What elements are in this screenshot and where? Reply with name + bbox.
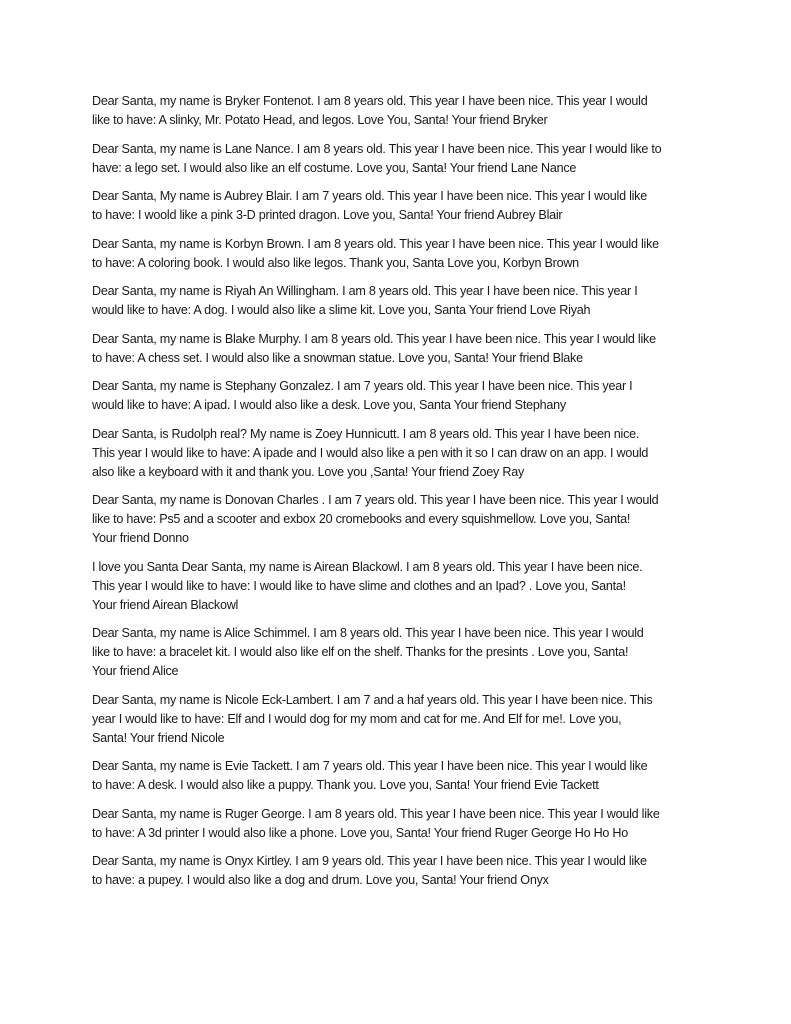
letter-line: would like to have: A dog. I would also like a slime kit. Love you, Santa Your friend Love Riyah	[92, 303, 591, 317]
letter-paragraph	[92, 425, 722, 482]
letter-line: Dear Santa, my name is Riyah An Willingham. I am 8 years old. This year I have been nice. This year I	[92, 284, 638, 298]
letter-paragraph	[92, 187, 722, 225]
letter-line: would like to have: A ipad. I would also like a desk. Love you, Santa Your friend Stephany	[92, 398, 566, 412]
letter-line: I love you Santa Dear Santa, my name is Airean Blackowl. I am 8 years old. This year I have been nice.	[92, 559, 643, 574]
letter-paragraph	[92, 691, 722, 748]
letter-line: This year I would like to have: I would like to have slime and clothes and an Ipad? . Love you, Santa!	[92, 578, 626, 593]
letter-line: Dear Santa, my name is Korbyn Brown. I am 8 years old. This year I have been nice. This year I would like	[92, 236, 659, 251]
letter-paragraph	[92, 330, 722, 368]
letter-line: Dear Santa, my name is Bryker Fontenot. I am 8 years old. This year I have been nice. This year I would	[92, 94, 648, 108]
letter-line: Santa! Your friend Nicole	[92, 730, 225, 745]
letter-paragraph	[92, 491, 722, 548]
letter-line: Your friend Alice	[92, 664, 179, 678]
letter-line: Dear Santa, my name is Alice Schimmel. I am 8 years old. This year I have been nice. This year I would	[92, 626, 644, 640]
letter-line: Dear Santa, my name is Blake Murphy. I am 8 years old. This year I have been nice. This year I would like	[92, 331, 656, 346]
letter-line: Your friend Donno	[92, 531, 189, 545]
letter-line: Dear Santa, my name is Ruger George. I am 8 years old. This year I have been nice. This year I would like	[92, 806, 660, 821]
letter-line: This year I would like to have: A ipade and I would also like a pen with it so I can draw on an app. I would	[92, 445, 649, 460]
letter-paragraph	[92, 852, 722, 890]
letter-line: to have: A chess set. I would also like a snowman statue. Love you, Santa! Your friend Blake	[92, 350, 583, 365]
letter-line: Dear Santa, my name is Onyx Kirtley. I am 9 years old. This year I have been nice. This year I would like	[92, 854, 647, 868]
letter-line: to have: I woold like a pink 3-D printed dragon. Love you, Santa! Your friend Aubrey Blair	[92, 208, 563, 222]
letter-line: Dear Santa, is Rudolph real? My name is Zoey Hunnicutt. I am 8 years old. This year I have been nice.	[92, 426, 640, 441]
letter-line: Dear Santa, my name is Donovan Charles . I am 7 years old. This year I have been nice. This year I would	[92, 493, 659, 507]
letter-paragraph	[92, 377, 722, 415]
letter-line: also like a keyboard with it and thank you. Love you ,Santa! Your friend Zoey Ray	[92, 464, 524, 479]
letter-line: to have: a pupey. I would also like a dog and drum. Love you, Santa! Your friend Onyx	[92, 873, 549, 887]
document-page	[92, 92, 722, 900]
letter-paragraph	[92, 235, 722, 273]
letter-paragraph	[92, 282, 722, 320]
letter-line: like to have: Ps5 and a scooter and exbox 20 cromebooks and every squishmellow. Love you, Santa!	[92, 512, 631, 526]
letter-line: have: a lego set. I would also like an elf costume. Love you, Santa! Your friend Lane Nance	[92, 160, 577, 175]
letter-paragraph	[92, 757, 722, 795]
letter-line: to have: A coloring book. I would also like legos. Thank you, Santa Love you, Korbyn Brown	[92, 255, 579, 270]
letter-line: Dear Santa, my name is Evie Tackett. I am 7 years old. This year I have been nice. This year I would like	[92, 759, 648, 773]
letter-line: Dear Santa, my name is Lane Nance. I am 8 years old. This year I have been nice. This year I would like to	[92, 141, 662, 156]
letter-line: to have: A desk. I would also like a puppy. Thank you. Love you, Santa! Your friend Evie Tackett	[92, 778, 599, 792]
letter-paragraph	[92, 558, 722, 615]
letter-line: year I would like to have: Elf and I would dog for my mom and cat for me. And Elf for me!. Love you,	[92, 711, 622, 726]
letter-paragraph	[92, 92, 722, 130]
letter-paragraph	[92, 805, 722, 843]
letter-line: Your friend Airean Blackowl	[92, 597, 239, 612]
letter-line: like to have: a bracelet kit. I would also like elf on the shelf. Thanks for the presints . Love you, Santa!	[92, 645, 629, 659]
letter-paragraph	[92, 624, 722, 681]
letter-line: Dear Santa, my name is Nicole Eck-Lambert. I am 7 and a haf years old. This year I have been nice. This	[92, 692, 653, 707]
letter-line: Dear Santa, My name is Aubrey Blair. I am 7 years old. This year I have been nice. This year I would like	[92, 189, 647, 203]
letter-line: to have: A 3d printer I would also like a phone. Love you, Santa! Your friend Ruger George Ho Ho Ho	[92, 825, 629, 840]
letter-paragraph	[92, 140, 722, 178]
letter-line: like to have: A slinky, Mr. Potato Head, and legos. Love You, Santa! Your friend Bryker	[92, 113, 548, 127]
letter-line: Dear Santa, my name is Stephany Gonzalez. I am 7 years old. This year I have been nice. This year I	[92, 379, 633, 393]
